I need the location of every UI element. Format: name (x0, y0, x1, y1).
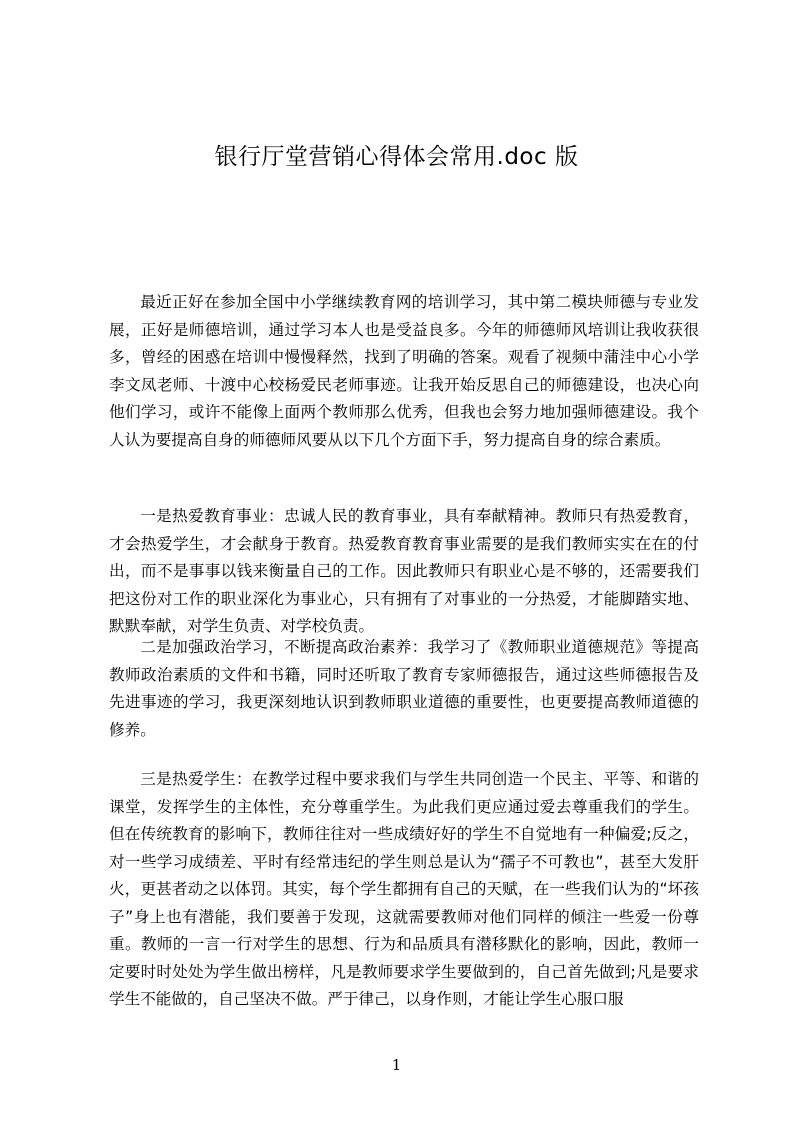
paragraph-love-education: 一是热爱教育事业：忠诚人民的教育事业，具有奉献精神。教师只有热爱教育，才会热爱学生，才会献身于教育。热爱教育教育事业需要的是我们教师实实在在的付出，而不是事事以钱来衡量自己的工作。因此教师只有职业心是不够的，还需要我们把这份对工作的职业深化为事业心，只有拥有了对事业的一分热爱，才能脚踏实地、默默奉献，对学生负责、对学校负责。 (109, 507, 699, 635)
paragraph-intro: 最近正好在参加全国中小学继续教育网的培训学习，其中第二模块师德与专业发展，正好是师德培训，通过学习本人也是受益良多。今年的师德师风培训让我收获很多，曾经的困惑在培训中慢慢释然，找到了明确的答案。观看了视频中蒲洼中心小学李文凤老师、十渡中心校杨爱民老师事迹。让我开始反思自己的师德建设，也决心向他们学习，或许不能像上面两个教师那么优秀，但我也会努力地加强师德建设。我个人认为要提高自身的师德师风要从以下几个方面下手，努力提高自身的综合素质。 (109, 293, 699, 449)
document-title: 银行厅堂营销心得体会常用.doc 版 (214, 144, 579, 170)
page-number: 1 (391, 1056, 402, 1074)
paragraph-political-study: 二是加强政治学习，不断提高政治素养：我学习了《教师职业道德规范》等提高教师政治素质的文件和书籍，同时还听取了教育专家师德报告，通过这些师德报告及先进事迹的学习，我更深刻地认识到教师职业道德的重要性，也更要提高教师道德的修养。 (109, 638, 699, 739)
paragraph-love-students: 三是热爱学生：在教学过程中要求我们与学生共同创造一个民主、平等、和谐的课堂，发挥学生的主体性，充分尊重学生。为此我们更应通过爱去尊重我们的学生。但在传统教育的影响下，教师往往对一些成绩好好的学生不自觉地有一种偏爱;反之，对一些学习成绩差、平时有经常违纪的学生则总是认为“孺子不可教也”，甚至大发肝火，更甚者动之以体罚。其实，每个学生都拥有自己的天赋，在一些我们认为的“坏孩子”身上也有潜能，我们要善于发现，这就需要教师对他们同样的倾注一些爱一份尊重。教师的一言一行对学生的思想、行为和品质具有潜移默化的影响，因此，教师一定要时时处处为学生做出榜样，凡是教师要求学生要做到的，自己首先做到;凡是要求学生不能做的，自己坚决不做。严于律己，以身作则，才能让学生心服口服 (109, 770, 699, 1008)
